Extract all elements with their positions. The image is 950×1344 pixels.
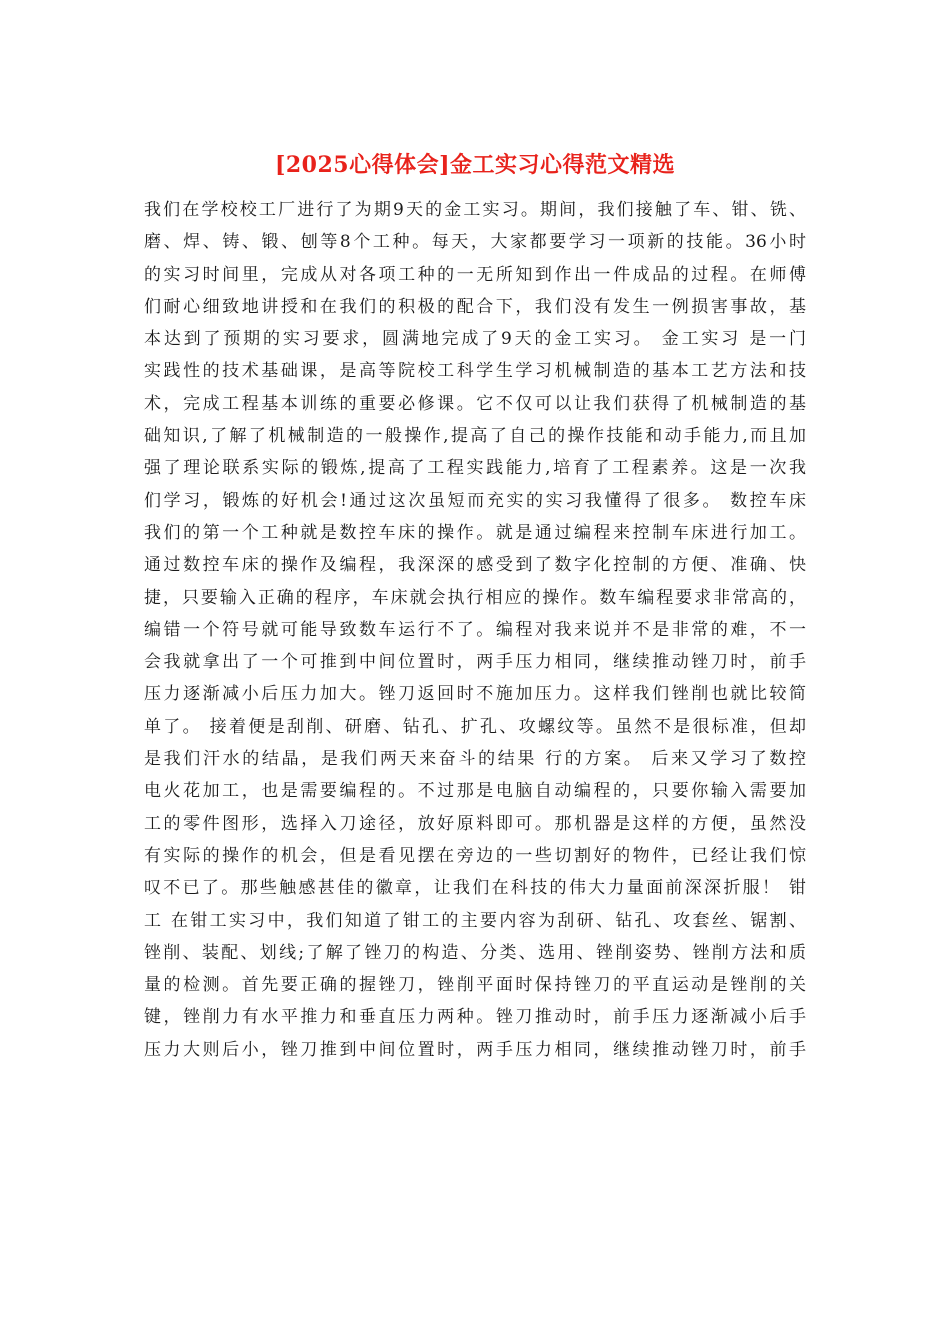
body-text-line: 磨、焊、铸、锻、刨等8个工种。每天，大家都要学习一项新的技能。36小时	[144, 232, 806, 253]
body-text-line: 压力大则后小，锉刀推到中间位置时，两手压力相同，继续推动锉刀时，前手	[144, 1039, 806, 1060]
body-text-line: 键，锉削力有水平推力和垂直压力两种。锉刀推动时，前手压力逐渐减小后手	[144, 1007, 806, 1028]
body-text-line: 术，完成工程基本训练的重要必修课。它不仅可以让我们获得了机械制造的基	[144, 393, 806, 414]
body-text-line: 工 在钳工实习中，我们知道了钳工的主要内容为刮研、钻孔、攻套丝、锯割、	[144, 910, 806, 931]
document-title: [2025心得体会]金工实习心得范文精选	[274, 152, 676, 178]
body-text-line: 锉削、装配、划线;了解了锉刀的构造、分类、选用、锉削姿势、锉削方法和质	[144, 942, 806, 963]
body-text-line: 压力逐渐减小后压力加大。锉刀返回时不施加压力。这样我们锉削也就比较简	[144, 684, 806, 705]
body-text-line: 实践性的技术基础课，是高等院校工科学生学习机械制造的基本工艺方法和技	[144, 361, 806, 382]
body-text-line: 的实习时间里，完成从对各项工种的一无所知到作出一件成品的过程。在师傅	[144, 264, 806, 285]
body-text-line: 我们在学校校工厂进行了为期9天的金工实习。期间，我们接触了车、钳、铣、	[144, 200, 806, 220]
body-text-line: 强了理论联系实际的锻炼,提高了工程实践能力,培育了工程素养。这是一次我	[144, 458, 806, 479]
body-text-line: 捷，只要输入正确的程序，车床就会执行相应的操作。数车编程要求非常高的，	[144, 587, 806, 608]
body-text-line: 们耐心细致地讲授和在我们的积极的配合下，我们没有发生一例损害事故，基	[144, 296, 806, 317]
body-text-line: 有实际的操作的机会，但是看见摆在旁边的一些切割好的物件，已经让我们惊	[144, 845, 806, 866]
body-text-line: 电火花加工，也是需要编程的。不过那是电脑自动编程的，只要你输入需要加	[144, 781, 806, 802]
body-text-line: 们学习，锻炼的好机会!通过这次虽短而充实的实习我懂得了很多。 数控车床	[144, 490, 806, 511]
body-text-line: 会我就拿出了一个可推到中间位置时，两手压力相同，继续推动锉刀时，前手	[144, 652, 806, 673]
body-text-line: 是我们汗水的结晶，是我们两天来奋斗的结果 行的方案。 后来又学习了数控	[144, 749, 806, 770]
body-text-line: 工的零件图形，选择入刀途径，放好原料即可。那机器是这样的方便，虽然没	[144, 813, 806, 834]
body-text-line: 叹不已了。那些触感甚佳的徽章，让我们在科技的伟大力量面前深深折服！ 钳	[144, 878, 806, 899]
body-text-line: 编错一个符号就可能导致数车运行不了。编程对我来说并不是非常的难，不一	[144, 619, 806, 640]
body-text-line: 量的检测。首先要正确的握锉刀，锉削平面时保持锉刀的平直运动是锉削的关	[144, 975, 806, 996]
body-text-line: 单了。 接着便是刮削、研磨、钻孔、扩孔、攻螺纹等。虽然不是很标准，但却	[144, 716, 806, 737]
body-text-line: 础知识,了解了机械制造的一般操作,提高了自己的操作技能和动手能力,而且加	[144, 426, 806, 447]
body-text-line: 通过数控车床的操作及编程，我深深的感受到了数字化控制的方便、准确、快	[144, 555, 806, 576]
document-body	[144, 194, 806, 1066]
body-text-line: 本达到了预期的实习要求，圆满地完成了9天的金工实习。 金工实习 是一门	[144, 329, 806, 350]
body-text-line: 我们的第一个工种就是数控车床的操作。就是通过编程来控制车床进行加工。	[144, 522, 806, 543]
